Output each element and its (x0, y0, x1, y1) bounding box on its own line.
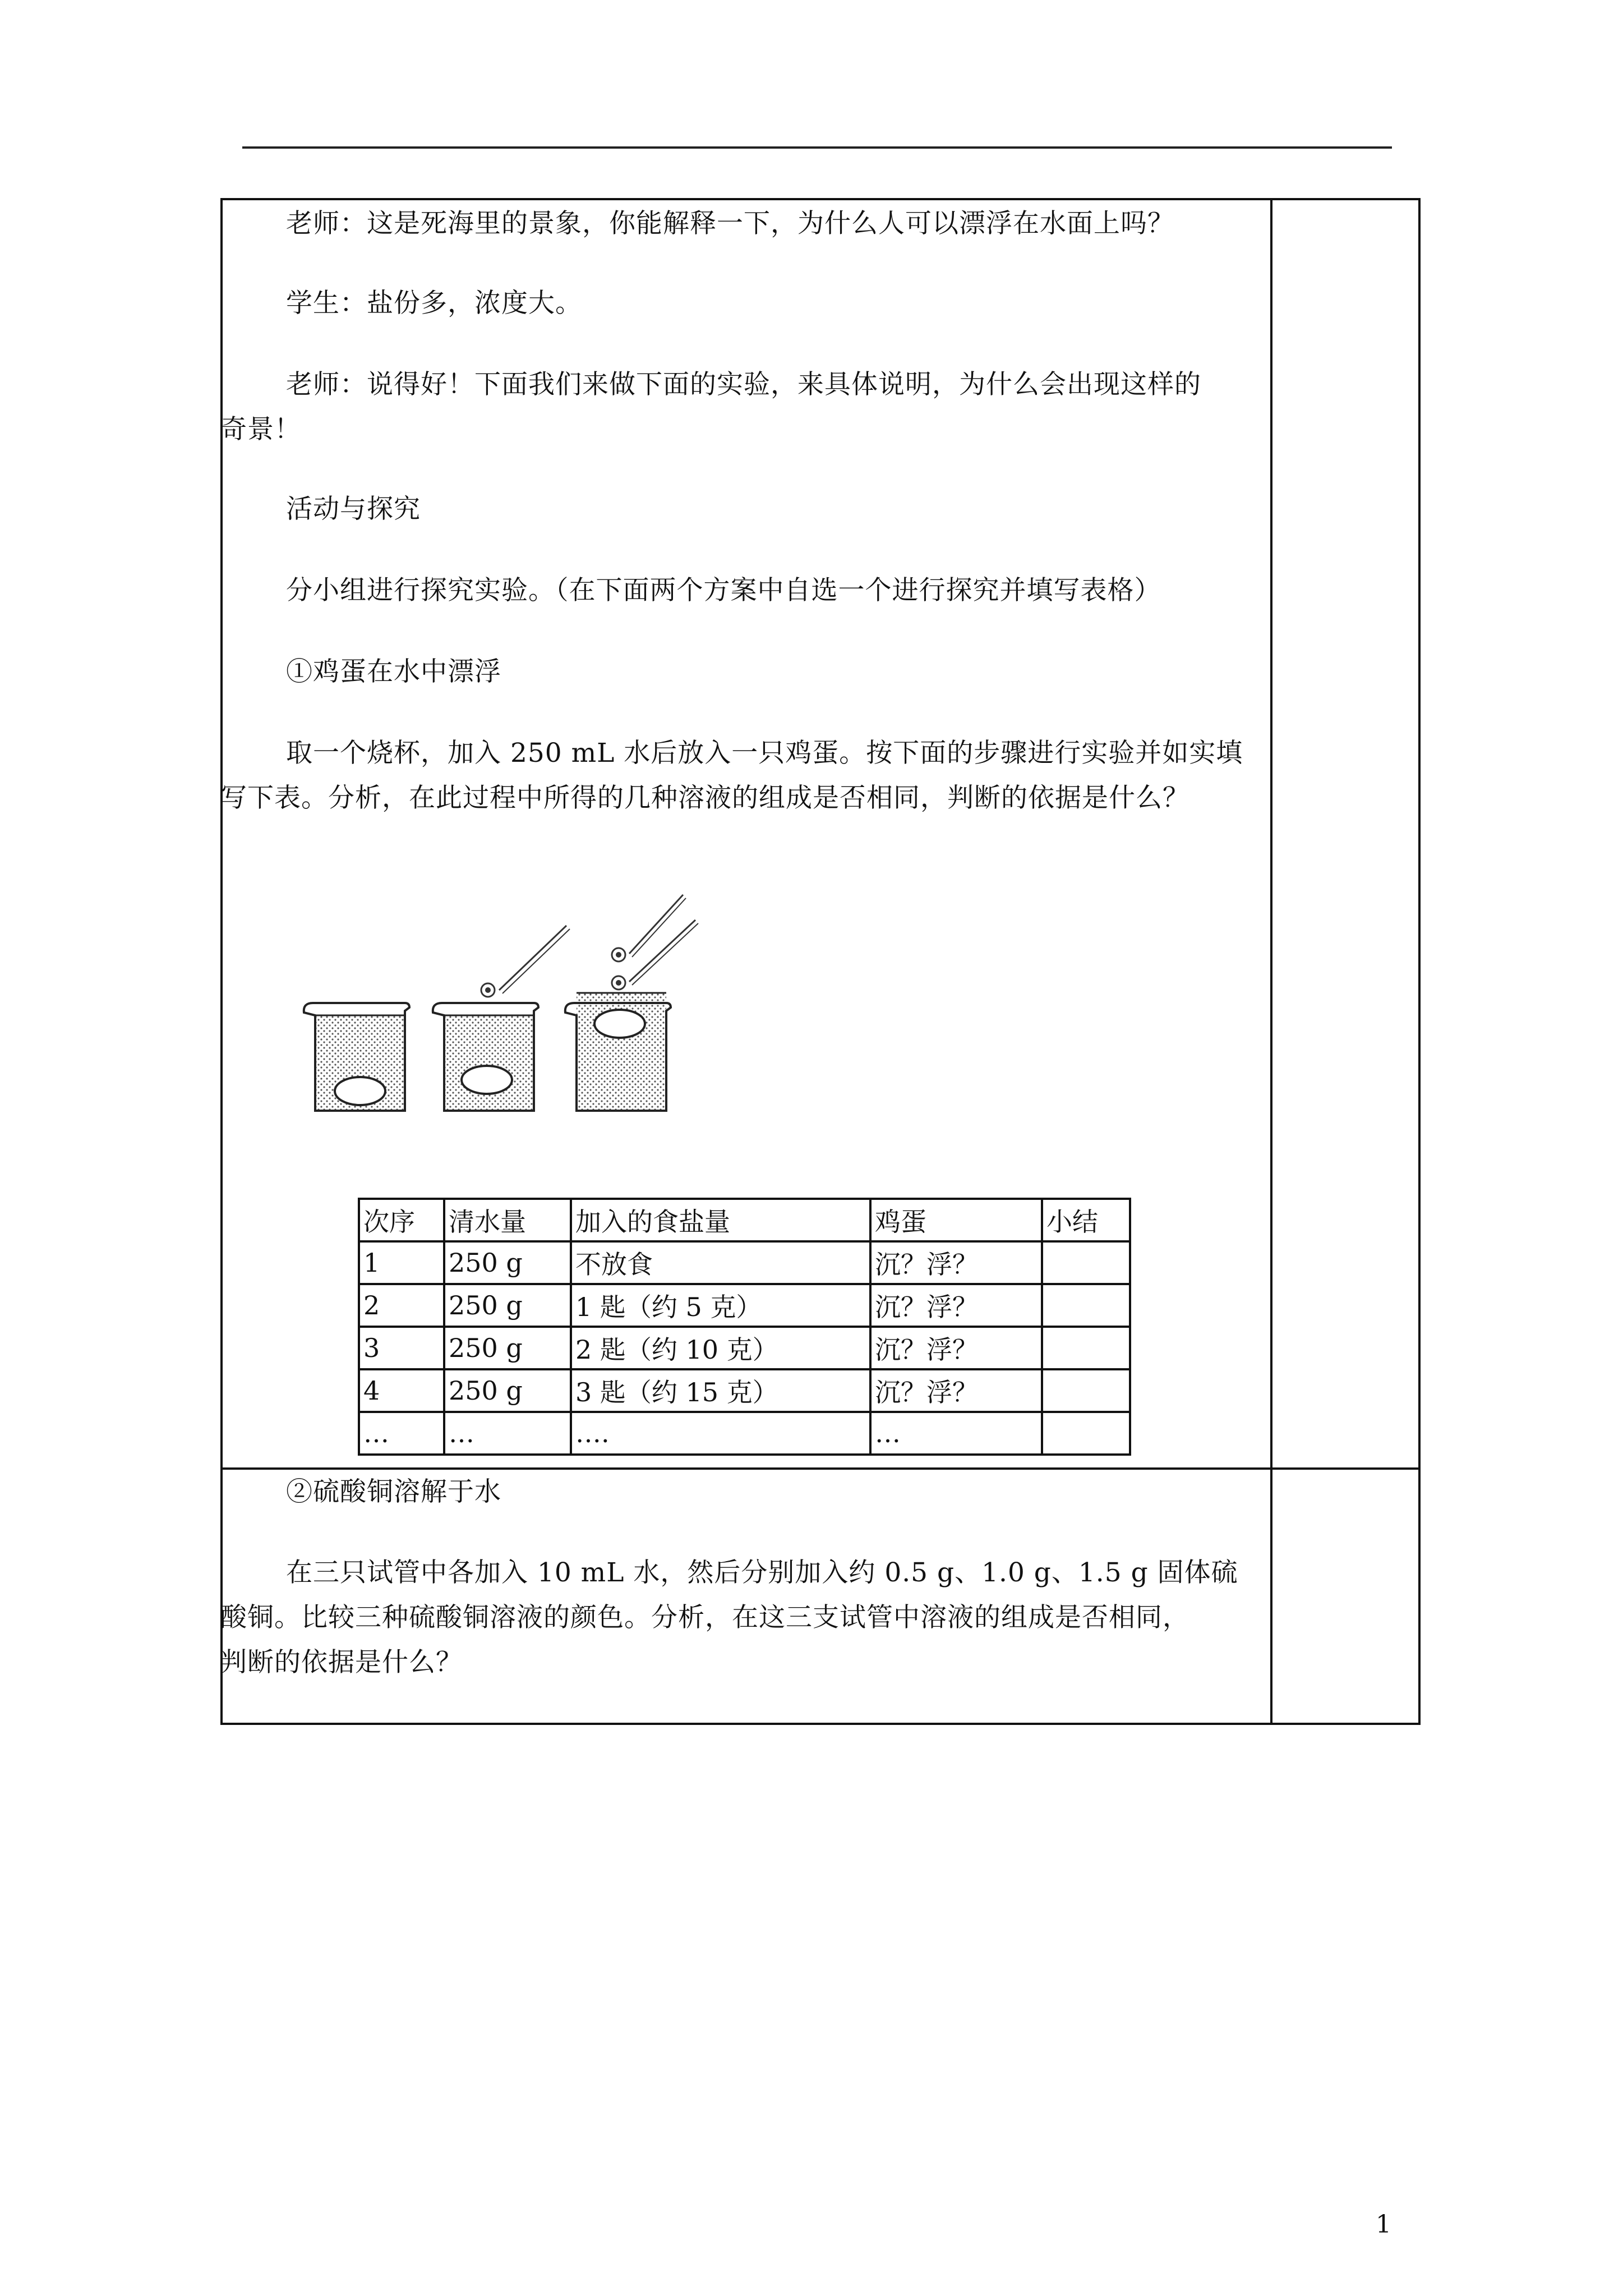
experiment1-line2: 写下表。分析，在此过程中所得的几种溶液的组成是否相同，判断的依据是什么？ (220, 783, 1189, 813)
table-cell: …. (571, 1412, 870, 1455)
group-instruction: 分小组进行探究实验。（在下面两个方案中自选一个进行探究并填写表格） (286, 575, 1161, 606)
header-salt: 加入的食盐量 (571, 1199, 870, 1241)
table-cell (1042, 1241, 1130, 1284)
header-water: 清水量 (444, 1199, 571, 1241)
page-number: 1 (1376, 2210, 1391, 2239)
teacher-reply-line2: 奇景！ (220, 414, 301, 445)
table-cell: 250 g (444, 1241, 571, 1284)
table-cell: … (444, 1412, 571, 1455)
table-cell: 3 (359, 1327, 444, 1369)
table-cell (1042, 1369, 1130, 1412)
table-cell: 4 (359, 1369, 444, 1412)
experiment2-line3: 判断的依据是什么？ (220, 1647, 463, 1678)
table-row (359, 1412, 1130, 1455)
table-cell: … (870, 1412, 1042, 1455)
table-header-row (359, 1199, 1130, 1241)
table-cell: 沉？浮？ (870, 1369, 1042, 1412)
table-cell: 沉？浮？ (870, 1241, 1042, 1284)
table-row (359, 1241, 1130, 1284)
table-cell: 1 (359, 1241, 444, 1284)
table-cell (1042, 1412, 1130, 1455)
teacher-reply-line1: 老师：说得好！下面我们来做下面的实验，来具体说明，为什么会出现这样的 (286, 369, 1201, 400)
experiment1-line1: 取一个烧杯，加入 250 mL 水后放入一只鸡蛋。按下面的步骤进行实验并如实填 (286, 738, 1243, 769)
table-cell: 沉？浮？ (870, 1327, 1042, 1369)
header-order: 次序 (359, 1199, 444, 1241)
table-cell: 3 匙（约 15 克） (571, 1369, 870, 1412)
table-cell: 1 匙（约 5 克） (571, 1284, 870, 1327)
beaker-1 (304, 1003, 409, 1111)
table-cell: 不放食 (571, 1241, 870, 1284)
teacher-question: 老师：这是死海里的景象，你能解释一下，为什么人可以漂浮在水面上吗？ (286, 208, 1174, 239)
egg-experiment-table (358, 1198, 1131, 1456)
table-cell: 250 g (444, 1327, 571, 1369)
table-cell: 沉？浮？ (870, 1284, 1042, 1327)
row-divider (220, 1467, 1421, 1470)
table-cell: 250 g (444, 1369, 571, 1412)
table-cell (1042, 1327, 1130, 1369)
experiment2-line2: 酸铜。比较三种硫酸铜溶液的颜色。分析，在这三支试管中溶液的组成是否相同， (220, 1602, 1189, 1633)
beaker-illustration (297, 881, 723, 1139)
header-rule (242, 146, 1392, 149)
table-cell: 2 匙（约 10 克） (571, 1327, 870, 1369)
table-cell: 2 (359, 1284, 444, 1327)
activity-heading: 活动与探究 (286, 494, 421, 524)
column-divider (1270, 198, 1272, 1725)
header-egg: 鸡蛋 (870, 1199, 1042, 1241)
table-cell (1042, 1284, 1130, 1327)
experiment2-title: ②硫酸铜溶解于水 (286, 1476, 501, 1507)
experiment2-line1: 在三只试管中各加入 10 mL 水，然后分别加入约 0.5 g、1.0 g、1.5 g 固体硫 (286, 1557, 1238, 1588)
beaker-3 (565, 895, 698, 1111)
experiment1-title: ①鸡蛋在水中漂浮 (286, 656, 501, 687)
header-summary: 小结 (1042, 1199, 1130, 1241)
table-cell: … (359, 1412, 444, 1455)
student-answer: 学生：盐份多，浓度大。 (286, 288, 582, 319)
table-cell: 250 g (444, 1284, 571, 1327)
table-row (359, 1327, 1130, 1369)
table-row (359, 1369, 1130, 1412)
table-row (359, 1284, 1130, 1327)
beaker-2 (433, 926, 570, 1111)
